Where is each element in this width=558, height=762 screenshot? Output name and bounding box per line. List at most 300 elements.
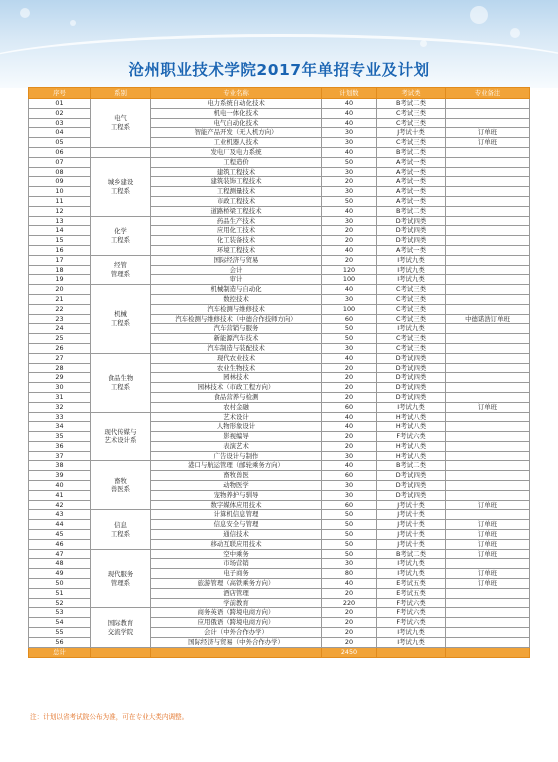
- major-name: 机电一体化技术: [151, 108, 322, 118]
- major-remark: [446, 412, 530, 422]
- major-name: 农业生物技术: [151, 363, 322, 373]
- exam-category: E考试五类: [377, 588, 446, 598]
- plan-count: 40: [322, 579, 377, 589]
- plan-count: 40: [322, 118, 377, 128]
- row-number: 54: [29, 618, 91, 628]
- plan-count: 40: [322, 108, 377, 118]
- exam-category: H考试八类: [377, 422, 446, 432]
- plan-count: 60: [322, 402, 377, 412]
- department-cell: [91, 147, 151, 157]
- major-name: 食品营养与检测: [151, 392, 322, 402]
- plan-count: 40: [322, 99, 377, 109]
- major-name: 电力系统自动化技术: [151, 99, 322, 109]
- exam-category: C考试三类: [377, 118, 446, 128]
- bubble-decoration: [470, 6, 488, 24]
- row-number: 32: [29, 402, 91, 412]
- major-name: 商务英语（跨境电商方向）: [151, 608, 322, 618]
- enrollment-plan-table: [28, 87, 530, 658]
- exam-category: J考试十类: [377, 539, 446, 549]
- row-number: 08: [29, 167, 91, 177]
- major-remark: [446, 334, 530, 344]
- table-row: [29, 99, 530, 109]
- plan-count: 40: [322, 422, 377, 432]
- plan-count: 20: [322, 392, 377, 402]
- major-name: 学前教育: [151, 598, 322, 608]
- row-number: 56: [29, 637, 91, 647]
- table-row: [29, 461, 530, 471]
- major-name: 智能产品开发（无人机方向）: [151, 128, 322, 138]
- major-remark: [446, 206, 530, 216]
- major-remark: [446, 118, 530, 128]
- exam-category: H考试八类: [377, 451, 446, 461]
- major-remark: [446, 392, 530, 402]
- exam-category: F考试六类: [377, 598, 446, 608]
- major-remark: [446, 471, 530, 481]
- plan-count: 220: [322, 598, 377, 608]
- major-name: 园林技术: [151, 373, 322, 383]
- exam-category: H考试八类: [377, 441, 446, 451]
- exam-category: A考试一类: [377, 157, 446, 167]
- row-number: 31: [29, 392, 91, 402]
- major-name: 会计（中外合作办学）: [151, 628, 322, 638]
- major-remark: [446, 304, 530, 314]
- major-remark: [446, 618, 530, 628]
- major-name: 会计: [151, 265, 322, 275]
- plan-count: 40: [322, 412, 377, 422]
- row-number: 23: [29, 314, 91, 324]
- plan-count: 40: [322, 206, 377, 216]
- major-remark: 订单班: [446, 579, 530, 589]
- row-number: 30: [29, 383, 91, 393]
- major-remark: [446, 559, 530, 569]
- row-number: 44: [29, 520, 91, 530]
- major-name: 园林技术（市政工程方向）: [151, 383, 322, 393]
- page-title: 沧州职业技术学院2017年单招专业及计划: [128, 61, 430, 79]
- major-name: 汽车营销与服务: [151, 324, 322, 334]
- plan-count: 30: [322, 216, 377, 226]
- major-name: 酒店管理: [151, 588, 322, 598]
- major-name: 数字媒体应用技术: [151, 500, 322, 510]
- exam-category: F考试六类: [377, 608, 446, 618]
- major-remark: [446, 588, 530, 598]
- exam-category: C考试三类: [377, 304, 446, 314]
- major-remark: [446, 265, 530, 275]
- exam-category: B考试二类: [377, 461, 446, 471]
- major-name: 新能源汽车技术: [151, 334, 322, 344]
- row-number: 18: [29, 265, 91, 275]
- table-row: [29, 353, 530, 363]
- row-number: 48: [29, 559, 91, 569]
- major-remark: [446, 324, 530, 334]
- table-row: [29, 549, 530, 559]
- major-remark: [446, 373, 530, 383]
- major-remark: 订单班: [446, 128, 530, 138]
- plan-count: 20: [322, 618, 377, 628]
- department-cell: 国际教育 交流学院: [91, 608, 151, 647]
- bubble-decoration: [510, 28, 520, 38]
- major-remark: [446, 608, 530, 618]
- plan-count: 20: [322, 236, 377, 246]
- major-remark: [446, 177, 530, 187]
- exam-category: J考试十类: [377, 520, 446, 530]
- department-cell: 化学 工程系: [91, 216, 151, 255]
- exam-category: D考试四类: [377, 481, 446, 491]
- row-number: 02: [29, 108, 91, 118]
- total-plan: 2450: [322, 647, 377, 657]
- plan-count: 40: [322, 353, 377, 363]
- row-number: 07: [29, 157, 91, 167]
- row-number: 36: [29, 441, 91, 451]
- major-remark: [446, 147, 530, 157]
- row-number: 17: [29, 255, 91, 265]
- exam-category: H考试八类: [377, 412, 446, 422]
- plan-count: 20: [322, 608, 377, 618]
- exam-category: D考试四类: [377, 226, 446, 236]
- row-number: 12: [29, 206, 91, 216]
- row-number: 21: [29, 294, 91, 304]
- table-row: [29, 147, 530, 157]
- major-remark: [446, 236, 530, 246]
- department-cell: 机械 工程系: [91, 285, 151, 354]
- exam-category: A考试一类: [377, 245, 446, 255]
- table-row: [29, 510, 530, 520]
- department-cell: 现代传媒与 艺术设计系: [91, 412, 151, 461]
- major-name: 国际经济与贸易: [151, 255, 322, 265]
- plan-count: 30: [322, 128, 377, 138]
- major-remark: [446, 441, 530, 451]
- plan-count: 40: [322, 147, 377, 157]
- exam-category: C考试三类: [377, 294, 446, 304]
- row-number: 49: [29, 569, 91, 579]
- department-cell: 畜牧 兽医系: [91, 461, 151, 510]
- major-remark: [446, 216, 530, 226]
- major-name: 药品生产技术: [151, 216, 322, 226]
- row-number: 20: [29, 285, 91, 295]
- major-name: 建筑装饰工程技术: [151, 177, 322, 187]
- plan-count: 120: [322, 265, 377, 275]
- plan-count: 20: [322, 441, 377, 451]
- table-row: [29, 157, 530, 167]
- department-cell: 电气 工程系: [91, 99, 151, 148]
- major-remark: [446, 108, 530, 118]
- major-name: 工程造价: [151, 157, 322, 167]
- row-number: 46: [29, 539, 91, 549]
- plan-count: 30: [322, 138, 377, 148]
- major-name: 建筑工程技术: [151, 167, 322, 177]
- major-remark: [446, 275, 530, 285]
- exam-category: A考试一类: [377, 187, 446, 197]
- major-name: 通信技术: [151, 530, 322, 540]
- major-remark: 订单班: [446, 539, 530, 549]
- major-name: 汽车检测与维修技术: [151, 304, 322, 314]
- department-cell: 现代服务 管理系: [91, 549, 151, 608]
- plan-count: 30: [322, 559, 377, 569]
- major-remark: [446, 598, 530, 608]
- major-name: 旅游管理（高铁乘务方向）: [151, 579, 322, 589]
- row-number: 26: [29, 343, 91, 353]
- table-row: [29, 255, 530, 265]
- major-name: 国际经济与贸易（中外合作办学）: [151, 637, 322, 647]
- exam-category: J考试十类: [377, 500, 446, 510]
- row-number: 24: [29, 324, 91, 334]
- exam-category: D考试四类: [377, 490, 446, 500]
- row-number: 03: [29, 118, 91, 128]
- exam-category: A考试一类: [377, 196, 446, 206]
- major-name: 化工装备技术: [151, 236, 322, 246]
- major-name: 信息安全与管理: [151, 520, 322, 530]
- major-name: 应用俄语（跨境电商方向）: [151, 618, 322, 628]
- plan-count: 20: [322, 363, 377, 373]
- major-remark: [446, 461, 530, 471]
- major-remark: [446, 343, 530, 353]
- major-remark: [446, 226, 530, 236]
- exam-category: I考试九类: [377, 569, 446, 579]
- row-number: 11: [29, 196, 91, 206]
- exam-category: B考试二类: [377, 206, 446, 216]
- row-number: 25: [29, 334, 91, 344]
- table-header-row: [29, 88, 530, 99]
- row-number: 14: [29, 226, 91, 236]
- table-row: [29, 285, 530, 295]
- major-name: 发电厂及电力系统: [151, 147, 322, 157]
- plan-count: 50: [322, 520, 377, 530]
- row-number: 16: [29, 245, 91, 255]
- exam-category: I考试九类: [377, 559, 446, 569]
- major-name: 工程测量技术: [151, 187, 322, 197]
- exam-category: C考试三类: [377, 108, 446, 118]
- exam-category: C考试三类: [377, 343, 446, 353]
- major-name: 农村金融: [151, 402, 322, 412]
- major-name: 港口与航运管理（邮轮乘务方向）: [151, 461, 322, 471]
- row-number: 28: [29, 363, 91, 373]
- major-remark: [446, 481, 530, 491]
- plan-count: 30: [322, 490, 377, 500]
- exam-category: D考试四类: [377, 373, 446, 383]
- row-number: 37: [29, 451, 91, 461]
- major-name: 市政工程技术: [151, 196, 322, 206]
- major-name: 电子商务: [151, 569, 322, 579]
- plan-count: 60: [322, 471, 377, 481]
- plan-count: 50: [322, 334, 377, 344]
- row-number: 50: [29, 579, 91, 589]
- plan-count: 20: [322, 373, 377, 383]
- major-name: 宠物养护与驯导: [151, 490, 322, 500]
- header-dept: 系别: [91, 88, 151, 99]
- plan-count: 50: [322, 530, 377, 540]
- exam-category: I考试九类: [377, 255, 446, 265]
- exam-category: C考试三类: [377, 334, 446, 344]
- major-remark: [446, 353, 530, 363]
- exam-category: I考试九类: [377, 324, 446, 334]
- major-name: 表演艺术: [151, 441, 322, 451]
- exam-category: I考试九类: [377, 275, 446, 285]
- major-remark: [446, 294, 530, 304]
- major-name: 艺术设计: [151, 412, 322, 422]
- row-number: 35: [29, 432, 91, 442]
- plan-count: 20: [322, 177, 377, 187]
- exam-category: J考试十类: [377, 510, 446, 520]
- plan-count: 30: [322, 187, 377, 197]
- exam-category: I考试九类: [377, 637, 446, 647]
- major-remark: [446, 637, 530, 647]
- row-number: 42: [29, 500, 91, 510]
- plan-count: 50: [322, 510, 377, 520]
- major-remark: [446, 245, 530, 255]
- exam-category: A考试一类: [377, 167, 446, 177]
- row-number: 38: [29, 461, 91, 471]
- row-number: 51: [29, 588, 91, 598]
- major-name: 应用化工技术: [151, 226, 322, 236]
- major-name: 动物医学: [151, 481, 322, 491]
- row-number: 22: [29, 304, 91, 314]
- row-number: 33: [29, 412, 91, 422]
- plan-count: 20: [322, 226, 377, 236]
- exam-category: F考试六类: [377, 432, 446, 442]
- row-number: 13: [29, 216, 91, 226]
- row-number: 15: [29, 236, 91, 246]
- major-remark: [446, 157, 530, 167]
- table-row: [29, 608, 530, 618]
- major-name: 汽车检测与维修技术（中德合作技师方向）: [151, 314, 322, 324]
- total-label: 总计: [29, 647, 91, 657]
- total-row: [29, 647, 530, 657]
- major-name: 电气自动化技术: [151, 118, 322, 128]
- major-remark: [446, 285, 530, 295]
- bubble-decoration: [70, 20, 76, 26]
- exam-category: C考试三类: [377, 285, 446, 295]
- plan-count: 100: [322, 304, 377, 314]
- major-name: 人物形象设计: [151, 422, 322, 432]
- major-name: 空中乘务: [151, 549, 322, 559]
- major-remark: [446, 383, 530, 393]
- exam-category: D考试四类: [377, 216, 446, 226]
- exam-category: E考试五类: [377, 579, 446, 589]
- department-cell: 城乡建设 工程系: [91, 157, 151, 216]
- row-number: 27: [29, 353, 91, 363]
- plan-count: 30: [322, 481, 377, 491]
- major-name: 市场营销: [151, 559, 322, 569]
- exam-category: B考试二类: [377, 99, 446, 109]
- plan-count: 30: [322, 451, 377, 461]
- plan-count: 20: [322, 637, 377, 647]
- exam-category: D考试四类: [377, 392, 446, 402]
- major-remark: 订单班: [446, 402, 530, 412]
- row-number: 01: [29, 99, 91, 109]
- plan-count: 30: [322, 167, 377, 177]
- plan-count: 30: [322, 294, 377, 304]
- major-name: 数控技术: [151, 294, 322, 304]
- major-remark: 订单班: [446, 138, 530, 148]
- exam-category: C考试三类: [377, 314, 446, 324]
- major-remark: [446, 628, 530, 638]
- row-number: 52: [29, 598, 91, 608]
- row-number: 43: [29, 510, 91, 520]
- header-plan: 计划数: [322, 88, 377, 99]
- major-remark: [446, 196, 530, 206]
- plan-count: 50: [322, 157, 377, 167]
- row-number: 34: [29, 422, 91, 432]
- department-cell: 信息 工程系: [91, 510, 151, 549]
- table-row: [29, 216, 530, 226]
- header-exam: 考试类: [377, 88, 446, 99]
- major-remark: 订单班: [446, 569, 530, 579]
- major-remark: [446, 363, 530, 373]
- plan-count: 40: [322, 245, 377, 255]
- major-name: 道路桥梁工程技术: [151, 206, 322, 216]
- major-remark: 订单班: [446, 500, 530, 510]
- major-remark: 订单班: [446, 549, 530, 559]
- row-number: 47: [29, 549, 91, 559]
- major-name: 移动互联应用技术: [151, 539, 322, 549]
- major-name: 环境工程技术: [151, 245, 322, 255]
- footnote: 注：计划以省考试院公布为准，可在专业大类内调整。: [30, 713, 189, 721]
- major-name: 汽车制造与装配技术: [151, 343, 322, 353]
- row-number: 29: [29, 373, 91, 383]
- exam-category: J考试十类: [377, 530, 446, 540]
- major-name: 影视编导: [151, 432, 322, 442]
- plan-count: 50: [322, 549, 377, 559]
- row-number: 40: [29, 481, 91, 491]
- exam-category: D考试四类: [377, 383, 446, 393]
- plan-count: 40: [322, 285, 377, 295]
- major-name: 畜牧兽医: [151, 471, 322, 481]
- exam-category: B考试二类: [377, 549, 446, 559]
- plan-count: 20: [322, 255, 377, 265]
- row-number: 53: [29, 608, 91, 618]
- plan-count: 20: [322, 628, 377, 638]
- header-no: 序号: [29, 88, 91, 99]
- major-remark: [446, 255, 530, 265]
- plan-count: 50: [322, 196, 377, 206]
- plan-count: 30: [322, 343, 377, 353]
- plan-count: 100: [322, 275, 377, 285]
- major-name: 审计: [151, 275, 322, 285]
- plan-count: 60: [322, 314, 377, 324]
- exam-category: A考试一类: [377, 177, 446, 187]
- major-remark: [446, 422, 530, 432]
- header-remark: 专业备注: [446, 88, 530, 99]
- plan-count: 20: [322, 588, 377, 598]
- row-number: 41: [29, 490, 91, 500]
- major-remark: [446, 432, 530, 442]
- major-remark: [446, 167, 530, 177]
- major-name: 现代农业技术: [151, 353, 322, 363]
- exam-category: J考试十类: [377, 128, 446, 138]
- major-name: 广告设计与制作: [151, 451, 322, 461]
- plan-count: 20: [322, 383, 377, 393]
- exam-category: D考试四类: [377, 363, 446, 373]
- major-remark: 订单班: [446, 520, 530, 530]
- major-remark: [446, 187, 530, 197]
- major-remark: 中德诺浩订单班: [446, 314, 530, 324]
- exam-category: I考试九类: [377, 265, 446, 275]
- major-remark: [446, 510, 530, 520]
- exam-category: D考试四类: [377, 236, 446, 246]
- row-number: 09: [29, 177, 91, 187]
- department-cell: 食品生物 工程系: [91, 353, 151, 412]
- header-major: 专业名称: [151, 88, 322, 99]
- plan-count: 60: [322, 500, 377, 510]
- department-cell: 经管 管理系: [91, 255, 151, 284]
- plan-count: 80: [322, 569, 377, 579]
- exam-category: C考试三类: [377, 138, 446, 148]
- exam-category: I考试九类: [377, 402, 446, 412]
- exam-category: F考试六类: [377, 618, 446, 628]
- major-remark: [446, 490, 530, 500]
- major-name: 计算机信息管理: [151, 510, 322, 520]
- exam-category: I考试九类: [377, 628, 446, 638]
- row-number: 10: [29, 187, 91, 197]
